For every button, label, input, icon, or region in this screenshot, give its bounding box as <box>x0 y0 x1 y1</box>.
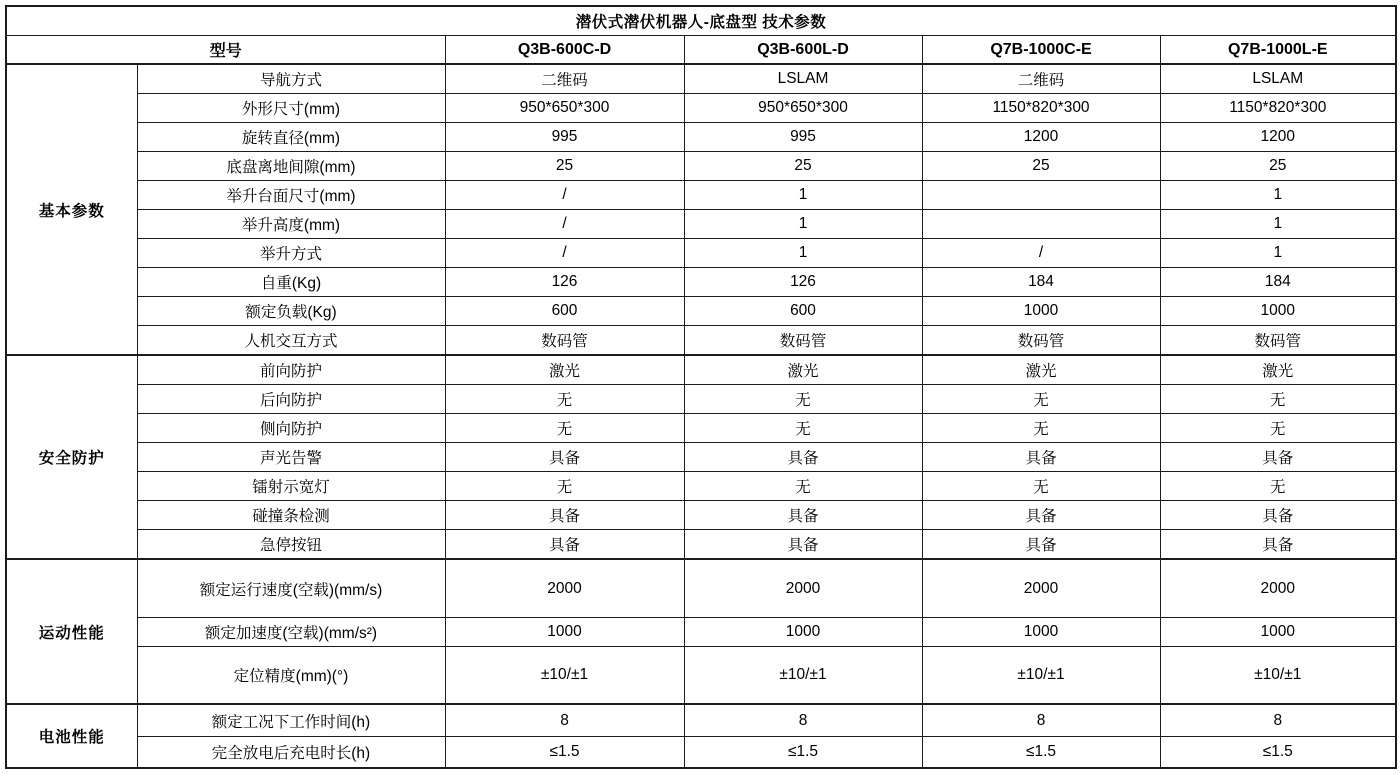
table-row <box>6 152 1396 181</box>
value-cell: LSLAM <box>1160 64 1396 94</box>
value-cell: 1000 <box>1160 618 1396 647</box>
value-cell: 无 <box>445 414 684 443</box>
value-cell: 25 <box>684 152 922 181</box>
value-cell: 995 <box>445 123 684 152</box>
value-cell: 25 <box>445 152 684 181</box>
table-row <box>6 443 1396 472</box>
value-cell: 8 <box>1160 704 1396 737</box>
value-cell: 2000 <box>684 559 922 618</box>
table-row <box>6 181 1396 210</box>
value-cell: 1000 <box>922 618 1160 647</box>
value-cell: 1150*820*300 <box>1160 94 1396 123</box>
value-cell: 数码管 <box>1160 326 1396 356</box>
value-cell: 具备 <box>445 443 684 472</box>
value-cell: 无 <box>445 385 684 414</box>
table-row <box>6 64 1396 94</box>
value-cell: LSLAM <box>684 64 922 94</box>
value-cell: / <box>445 181 684 210</box>
value-cell: 具备 <box>922 501 1160 530</box>
value-cell: 具备 <box>684 530 922 560</box>
param-label: 底盘离地间隙(mm) <box>137 152 445 181</box>
table-row <box>6 355 1396 385</box>
value-cell: ±10/±1 <box>684 647 922 705</box>
value-cell: 1 <box>1160 239 1396 268</box>
param-label: 定位精度(mm)(°) <box>137 647 445 705</box>
value-cell: 具备 <box>1160 530 1396 560</box>
value-cell: 无 <box>684 472 922 501</box>
value-cell: 具备 <box>922 530 1160 560</box>
table-row <box>6 501 1396 530</box>
value-cell: 1 <box>684 239 922 268</box>
param-label: 前向防护 <box>137 355 445 385</box>
value-cell: 1000 <box>922 297 1160 326</box>
table-row <box>6 530 1396 560</box>
model-column-header: Q7B-1000L-E <box>1160 36 1396 65</box>
param-label: 镭射示宽灯 <box>137 472 445 501</box>
table-row <box>6 559 1396 618</box>
value-cell: ±10/±1 <box>1160 647 1396 705</box>
value-cell: 具备 <box>1160 443 1396 472</box>
table-row <box>6 94 1396 123</box>
param-label: 声光告警 <box>137 443 445 472</box>
value-cell: 无 <box>1160 414 1396 443</box>
table-row <box>6 6 1396 36</box>
table-row <box>6 297 1396 326</box>
value-cell: 无 <box>1160 385 1396 414</box>
value-cell: 无 <box>445 472 684 501</box>
param-label: 急停按钮 <box>137 530 445 560</box>
page-title: 潜伏式潜伏机器人-底盘型 技术参数 <box>6 6 1396 36</box>
value-cell: 二维码 <box>445 64 684 94</box>
value-cell: 184 <box>922 268 1160 297</box>
value-cell: 无 <box>1160 472 1396 501</box>
value-cell: 具备 <box>445 501 684 530</box>
value-cell: 184 <box>1160 268 1396 297</box>
value-cell: ≤1.5 <box>922 737 1160 769</box>
param-label: 额定运行速度(空载)(mm/s) <box>137 559 445 618</box>
value-cell: 950*650*300 <box>445 94 684 123</box>
table-row <box>6 647 1396 705</box>
value-cell: 1 <box>1160 181 1396 210</box>
param-label: 举升高度(mm) <box>137 210 445 239</box>
value-cell: 8 <box>445 704 684 737</box>
param-label: 自重(Kg) <box>137 268 445 297</box>
value-cell: 950*650*300 <box>684 94 922 123</box>
value-cell: 2000 <box>1160 559 1396 618</box>
value-cell <box>922 210 1160 239</box>
param-label: 导航方式 <box>137 64 445 94</box>
param-label: 碰撞条检测 <box>137 501 445 530</box>
group-label-basic-params: 基本参数 <box>6 64 137 355</box>
value-cell: ≤1.5 <box>684 737 922 769</box>
param-label: 旋转直径(mm) <box>137 123 445 152</box>
table-row <box>6 210 1396 239</box>
param-label: 侧向防护 <box>137 414 445 443</box>
value-cell: 126 <box>445 268 684 297</box>
table-row <box>6 472 1396 501</box>
value-cell: 1000 <box>445 618 684 647</box>
model-column-header: Q3B-600C-D <box>445 36 684 65</box>
group-label-safety: 安全防护 <box>6 355 137 559</box>
value-cell: 无 <box>684 414 922 443</box>
param-label: 完全放电后充电时长(h) <box>137 737 445 769</box>
value-cell: 具备 <box>922 443 1160 472</box>
value-cell: 8 <box>922 704 1160 737</box>
value-cell: / <box>445 239 684 268</box>
model-header-label: 型号 <box>6 36 445 65</box>
value-cell: 2000 <box>922 559 1160 618</box>
value-cell: 1000 <box>684 618 922 647</box>
value-cell: 无 <box>922 385 1160 414</box>
value-cell: ≤1.5 <box>445 737 684 769</box>
value-cell: 1 <box>1160 210 1396 239</box>
value-cell: ≤1.5 <box>1160 737 1396 769</box>
value-cell: 126 <box>684 268 922 297</box>
param-label: 人机交互方式 <box>137 326 445 356</box>
value-cell: 激光 <box>922 355 1160 385</box>
value-cell: 二维码 <box>922 64 1160 94</box>
table-row <box>6 385 1396 414</box>
value-cell: / <box>445 210 684 239</box>
param-label: 额定负载(Kg) <box>137 297 445 326</box>
value-cell: 1 <box>684 210 922 239</box>
table-row <box>6 239 1396 268</box>
value-cell: 1200 <box>922 123 1160 152</box>
param-label: 举升方式 <box>137 239 445 268</box>
spec-table <box>5 5 1397 769</box>
value-cell: 激光 <box>1160 355 1396 385</box>
group-label-motion: 运动性能 <box>6 559 137 704</box>
param-label: 额定工况下工作时间(h) <box>137 704 445 737</box>
value-cell: 数码管 <box>922 326 1160 356</box>
group-label-battery: 电池性能 <box>6 704 137 768</box>
value-cell: 数码管 <box>445 326 684 356</box>
value-cell: 无 <box>922 414 1160 443</box>
value-cell: 具备 <box>1160 501 1396 530</box>
table-row <box>6 123 1396 152</box>
value-cell: 具备 <box>445 530 684 560</box>
value-cell: 无 <box>684 385 922 414</box>
value-cell: 数码管 <box>684 326 922 356</box>
value-cell: 激光 <box>684 355 922 385</box>
value-cell: 1 <box>684 181 922 210</box>
table-row <box>6 414 1396 443</box>
table-row <box>6 36 1396 65</box>
value-cell: 激光 <box>445 355 684 385</box>
value-cell: 1200 <box>1160 123 1396 152</box>
param-label: 举升台面尺寸(mm) <box>137 181 445 210</box>
value-cell: 无 <box>922 472 1160 501</box>
table-row <box>6 326 1396 356</box>
value-cell: 2000 <box>445 559 684 618</box>
value-cell: 1150*820*300 <box>922 94 1160 123</box>
value-cell: / <box>922 239 1160 268</box>
value-cell: 8 <box>684 704 922 737</box>
value-cell: ±10/±1 <box>445 647 684 705</box>
value-cell <box>922 181 1160 210</box>
value-cell: 600 <box>445 297 684 326</box>
value-cell: 25 <box>1160 152 1396 181</box>
param-label: 后向防护 <box>137 385 445 414</box>
model-column-header: Q3B-600L-D <box>684 36 922 65</box>
value-cell: ±10/±1 <box>922 647 1160 705</box>
value-cell: 具备 <box>684 443 922 472</box>
value-cell: 25 <box>922 152 1160 181</box>
value-cell: 1000 <box>1160 297 1396 326</box>
value-cell: 600 <box>684 297 922 326</box>
model-column-header: Q7B-1000C-E <box>922 36 1160 65</box>
param-label: 额定加速度(空载)(mm/s²) <box>137 618 445 647</box>
table-row <box>6 618 1396 647</box>
value-cell: 995 <box>684 123 922 152</box>
value-cell: 具备 <box>684 501 922 530</box>
param-label: 外形尺寸(mm) <box>137 94 445 123</box>
table-row <box>6 704 1396 737</box>
table-row <box>6 737 1396 769</box>
table-row <box>6 268 1396 297</box>
